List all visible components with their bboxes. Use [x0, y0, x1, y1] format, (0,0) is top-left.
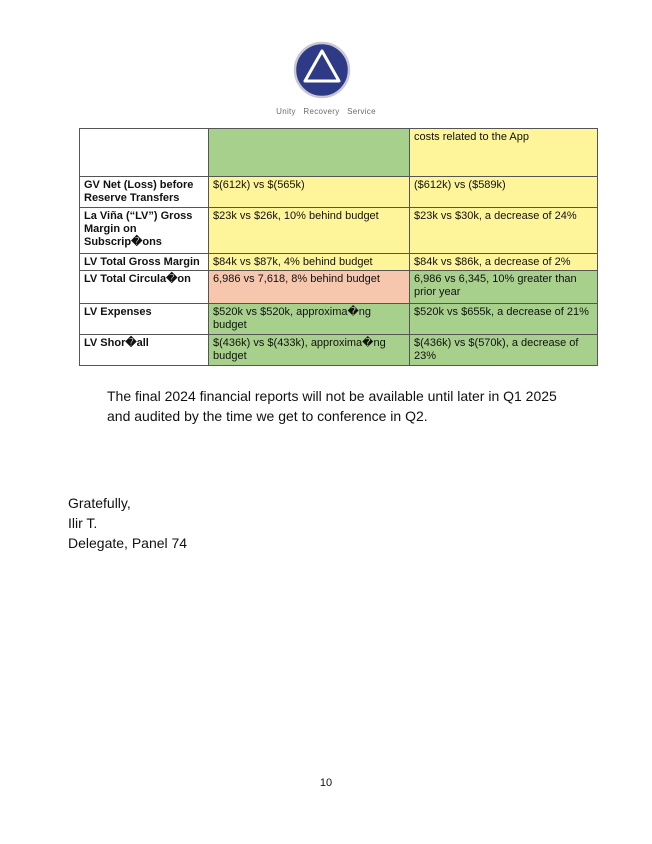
table-row	[80, 254, 598, 271]
prior-year-comparison-cell: costs related to the App	[410, 129, 598, 177]
budget-comparison-cell: $23k vs $26k, 10% behind budget	[209, 208, 410, 254]
row-label: LV Total Gross Margin	[80, 254, 209, 271]
budget-comparison-cell: $(612k) vs $(565k)	[209, 177, 410, 208]
budget-comparison-cell	[209, 129, 410, 177]
salutation: Gratefully,	[68, 495, 131, 511]
prior-year-comparison-cell: $84k vs $86k, a decrease of 2%	[410, 254, 598, 271]
financial-table	[79, 128, 598, 366]
table-row	[80, 208, 598, 254]
signer-name: Ilir T.	[68, 515, 98, 531]
table-row	[80, 271, 598, 304]
row-label: LV Expenses	[80, 304, 209, 335]
row-label	[80, 129, 209, 177]
summary-paragraph: The final 2024 financial reports will not be available until later in Q1 2025 and audited by the time we get to conference in Q2.	[107, 388, 557, 424]
row-label: LV Shor�all	[80, 335, 209, 366]
table-row	[80, 335, 598, 366]
row-label: GV Net (Loss) before Reserve Transfers	[80, 177, 209, 208]
budget-comparison-cell: 6,986 vs 7,618, 8% behind budget	[209, 271, 410, 304]
budget-comparison-cell: $84k vs $87k, 4% behind budget	[209, 254, 410, 271]
row-label: LV Total Circula�on	[80, 271, 209, 304]
prior-year-comparison-cell: 6,986 vs 6,345, 10% greater than prior year	[410, 271, 598, 304]
prior-year-comparison-cell: $(436k) vs $(570k), a decrease of 23%	[410, 335, 598, 366]
row-label: La Viña (“LV”) Gross Margin on Subscrip�ons	[80, 208, 209, 254]
tagline: Unity Recovery Service	[276, 107, 376, 116]
signer-title: Delegate, Panel 74	[68, 535, 188, 551]
closing-signature	[68, 493, 187, 553]
prior-year-comparison-cell: $23k vs $30k, a decrease of 24%	[410, 208, 598, 254]
circle-triangle-logo-icon	[293, 41, 351, 99]
budget-comparison-cell: $(436k) vs $(433k), approxima�ng budget	[209, 335, 410, 366]
table-row	[80, 304, 598, 335]
budget-comparison-cell: $520k vs $520k, approxima�ng budget	[209, 304, 410, 335]
prior-year-comparison-cell: ($612k) vs ($589k)	[410, 177, 598, 208]
table-row	[80, 129, 598, 177]
prior-year-comparison-cell: $520k vs $655k, a decrease of 21%	[410, 304, 598, 335]
page-number: 10	[319, 777, 333, 789]
table-row	[80, 177, 598, 208]
